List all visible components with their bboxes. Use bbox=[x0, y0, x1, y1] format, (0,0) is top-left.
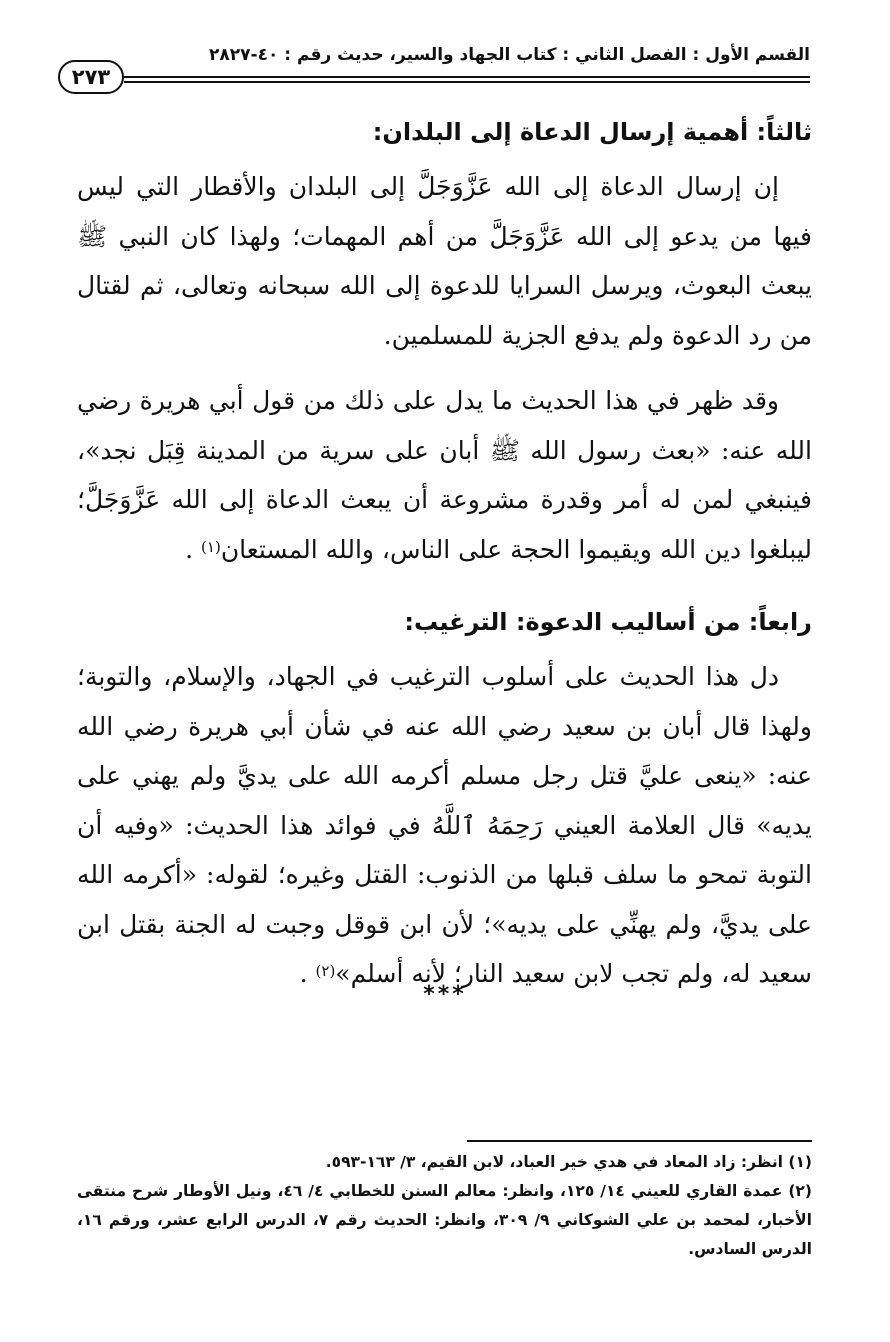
running-title: القسم الأول : الفصل الثاني : كتاب الجهاد والسير، حديث رقم : ٤٠-٢٨٢٧ bbox=[209, 45, 810, 65]
main-content bbox=[77, 110, 812, 999]
footnote-reference[interactable]: (١) bbox=[201, 537, 221, 556]
paragraph-text: وقد ظهر في هذا الحديث ما يدل على ذلك من قول أبي هريرة رضي الله عنه: «بعث رسول الله ﷺ أبان على سرية من المدينة قِبَل نجد»، فينبغي لمن له أمر وقدرة مشروعة أن يبعث الدعاة إلى الله عَزَّوَجَلَّ؛ ليبلغوا دين الله ويقيموا الحجة على الناس، والله المستعان bbox=[77, 386, 812, 564]
page-number: ٢٧٣ bbox=[58, 60, 124, 94]
paragraph-end: . bbox=[299, 959, 308, 988]
footnote-2: (٢) عمدة القاري للعيني ١٤/ ١٢٥، وانظر: معالم السنن للخطابي ٤/ ٤٦، ونيل الأوطار شرح منتقى الأخبار، لمحمد بن علي الشوكاني ٩/ ٣٠٩، وانظر: الحديث رقم ٧، الدرس الرابع عشر، ورقم ١٦، الدرس السادس. bbox=[77, 1182, 812, 1258]
paragraph-text: دل هذا الحديث على أسلوب الترغيب في الجهاد، والإسلام، والتوبة؛ ولهذا قال أبان بن سعيد رضي الله عنه في شأن أبي هريرة رضي الله عنه: «ينعى عليَّ قتل رجل مسلم أكرمه الله على يديَّ ولم يهني على يديه» قال العلامة العيني رَحِمَهُ ٱللَّهُ في فوائد هذا الحديث: «وفيه أن التوبة تمحو ما سلف قبلها من الذنوب: القتل وغيره؛ لقوله: «أكرمه الله على يديَّ، ولم يهنِّي على يديه»؛ لأن ابن قوقل وجبت له الجنة بقتل ابن سعيد له، ولم تجب لابن سعيد النار؛ لأنه أسلم» bbox=[77, 662, 812, 988]
section-encouragement-method bbox=[77, 600, 812, 999]
body-paragraph-with-footnote bbox=[77, 376, 812, 574]
body-paragraph: إن إرسال الدعاة إلى الله عَزَّوَجَلَّ إلى البلدان والأقطار التي ليس فيها من يدعو إلى الله عَزَّوَجَلَّ من أهم المهمات؛ ولهذا كان النبي ﷺ يبعث البعوث، ويرسل السرايا للدعوة إلى الله سبحانه وتعالى، ثم لقتال من رد الدعوة ولم يدفع الجزية للمسلمين. bbox=[77, 172, 812, 350]
footnote-reference[interactable]: (٢) bbox=[315, 962, 336, 980]
section-heading: رابعاً: من أساليب الدعوة: الترغيب: bbox=[404, 608, 812, 636]
section-divider-stars: *** bbox=[423, 982, 467, 1007]
section-importance-of-sending-callers bbox=[77, 110, 812, 574]
footnotes bbox=[77, 1148, 812, 1264]
running-header bbox=[58, 42, 810, 98]
paragraph-end: . bbox=[185, 534, 194, 564]
body-paragraph-with-footnote bbox=[77, 652, 812, 999]
footnote-separator bbox=[467, 1140, 812, 1142]
footnote-1: (١) انظر: زاد المعاد في هدي خير العباد، لابن القيم، ٣/ ١٦٣-٥٩٣. bbox=[325, 1153, 812, 1171]
header-rule bbox=[124, 81, 810, 83]
header-rule bbox=[124, 76, 810, 78]
section-heading: ثالثاً: أهمية إرسال الدعاة إلى البلدان: bbox=[372, 118, 812, 146]
